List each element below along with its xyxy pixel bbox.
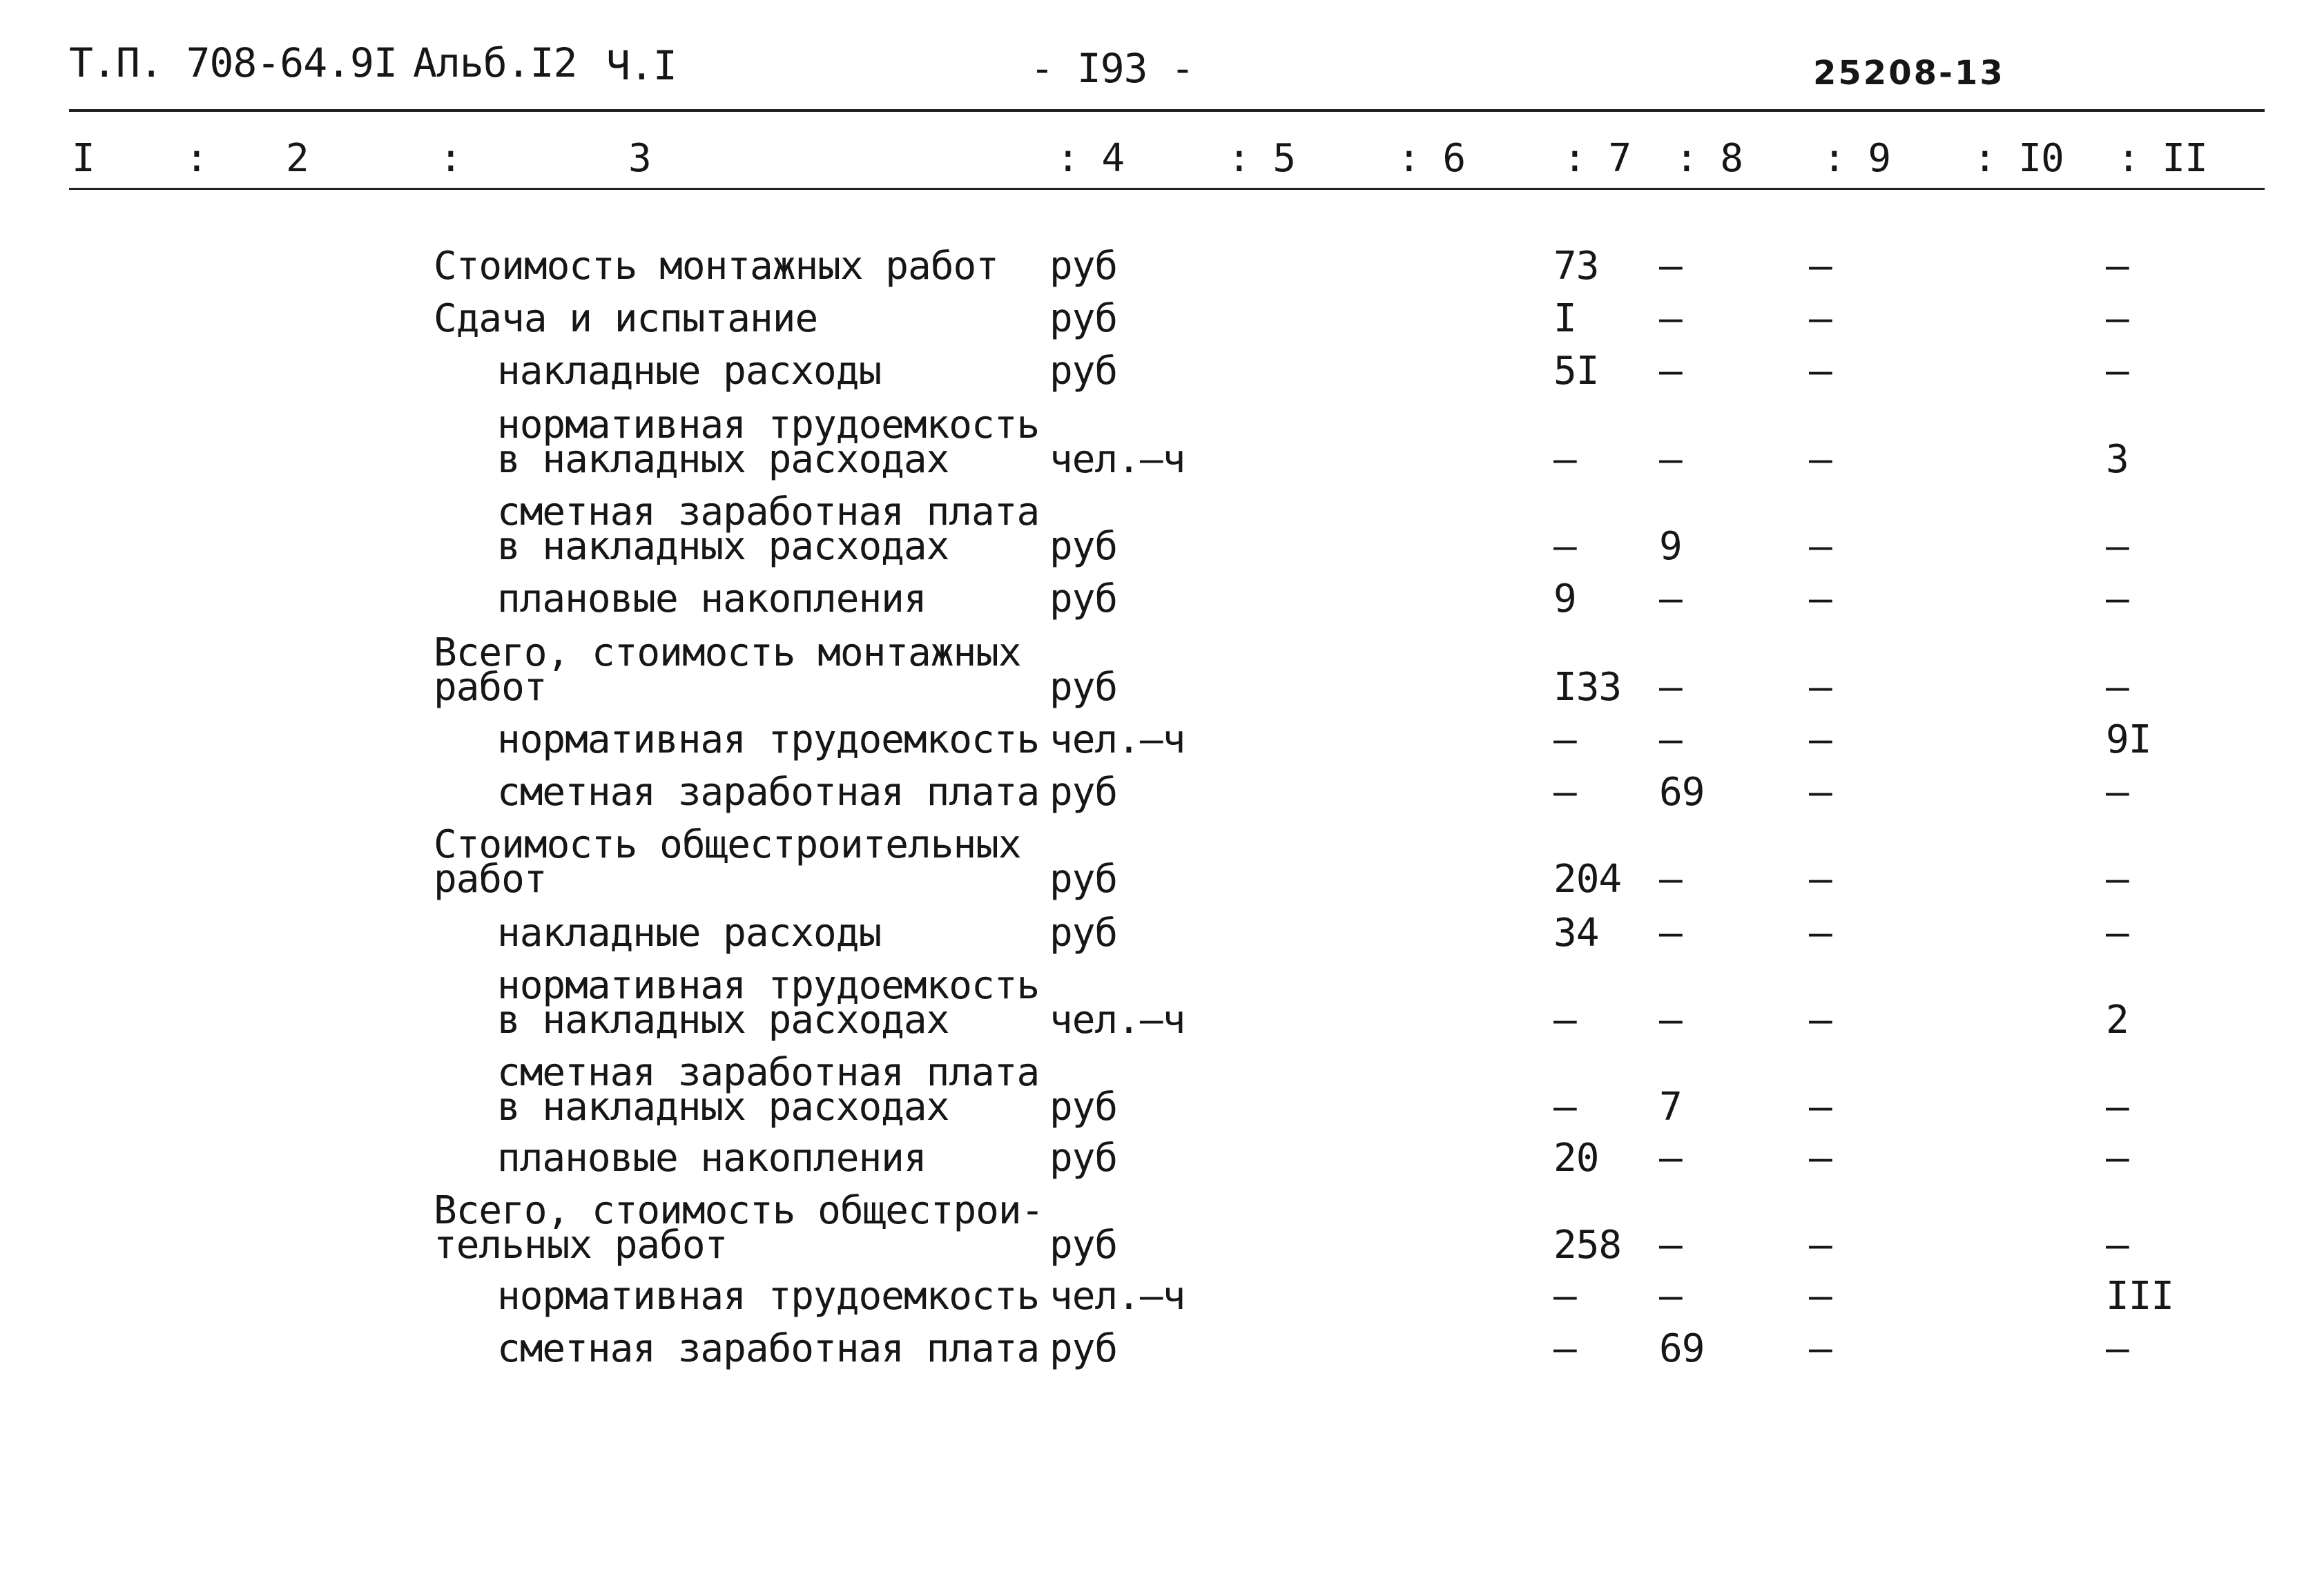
row-col9: – <box>1809 244 1832 289</box>
header-top-rule <box>69 109 2265 112</box>
row-description: Стоимость монтажных работ <box>434 244 998 289</box>
table-row <box>0 630 2324 724</box>
col-header-sep: : <box>439 136 462 181</box>
row-col8: – <box>1659 437 1682 482</box>
row-col11: – <box>2106 857 2129 902</box>
row-description: Стоимость общестроительных работ <box>434 822 1021 902</box>
row-description: Всего, стоимость общестрои- тельных работ <box>434 1188 1044 1268</box>
col-header-2: 2 <box>286 136 309 181</box>
doc-reference: Т.П. 708-64.9I <box>69 39 397 86</box>
handwritten-number: 25208-13 <box>1813 54 2005 93</box>
row-description: Сдача и испытание <box>434 296 818 341</box>
table-row <box>0 1188 2324 1281</box>
row-col9: – <box>1809 1136 1832 1181</box>
col-header-9: : 9 <box>1823 136 1891 181</box>
row-unit: чел.–ч <box>1049 998 1185 1043</box>
row-unit: руб <box>1049 1136 1118 1181</box>
row-unit: руб <box>1049 857 1118 902</box>
row-unit: чел.–ч <box>1049 437 1185 482</box>
row-unit: руб <box>1049 1085 1118 1130</box>
row-col7: 258 <box>1553 1223 1622 1268</box>
row-col11: – <box>2106 296 2129 341</box>
row-col9: – <box>1809 1223 1832 1268</box>
row-col8: 7 <box>1659 1085 1682 1130</box>
row-col9: – <box>1809 437 1832 482</box>
row-unit: руб <box>1049 296 1118 341</box>
table-row <box>0 1326 2324 1419</box>
row-col11: – <box>2106 1136 2129 1181</box>
row-col8: – <box>1659 1274 1682 1319</box>
row-col9: – <box>1809 349 1832 394</box>
row-description: сметная заработная плата в накладных расходах <box>497 489 1040 569</box>
col-header-8: : 8 <box>1675 136 1743 181</box>
row-col11: – <box>2106 911 2129 956</box>
row-col9: – <box>1809 857 1832 902</box>
col-header-3: 3 <box>628 136 651 181</box>
row-col7: 73 <box>1553 244 1599 289</box>
row-col8: – <box>1659 296 1682 341</box>
row-unit: руб <box>1049 1223 1118 1268</box>
row-description: Всего, стоимость монтажных работ <box>434 630 1021 710</box>
row-col7: – <box>1553 717 1576 762</box>
row-col11: – <box>2106 1085 2129 1130</box>
table-row <box>0 822 2324 915</box>
row-col11: – <box>2106 1223 2129 1268</box>
row-description: сметная заработная плата <box>497 1326 1040 1371</box>
row-col8: – <box>1659 349 1682 394</box>
col-header-11: : II <box>2117 136 2207 181</box>
row-col7: – <box>1553 998 1576 1043</box>
row-col11: 2 <box>2106 998 2129 1043</box>
row-col7: – <box>1553 1085 1576 1130</box>
row-description: нормативная трудоемкость <box>497 717 1040 762</box>
col-header-1: I <box>72 136 95 181</box>
col-header-sep: : <box>185 136 208 181</box>
row-col8: – <box>1659 244 1682 289</box>
row-col11: 3 <box>2106 437 2129 482</box>
row-col8: – <box>1659 576 1682 621</box>
row-col7: I33 <box>1553 665 1622 710</box>
col-header-7: : 7 <box>1563 136 1631 181</box>
row-description: плановые накопления <box>497 1136 927 1181</box>
row-unit: чел.–ч <box>1049 1274 1185 1319</box>
row-col11: – <box>2106 349 2129 394</box>
row-unit: руб <box>1049 576 1118 621</box>
row-description: накладные расходы <box>497 349 882 394</box>
row-col9: – <box>1809 524 1832 569</box>
row-unit: руб <box>1049 770 1118 815</box>
row-unit: руб <box>1049 524 1118 569</box>
row-unit: руб <box>1049 665 1118 710</box>
table-row <box>0 1050 2324 1143</box>
row-col8: 69 <box>1659 1326 1705 1371</box>
table-row <box>0 963 2324 1056</box>
row-col7: 204 <box>1553 857 1622 902</box>
col-header-6: : 6 <box>1397 136 1466 181</box>
row-col8: – <box>1659 911 1682 956</box>
row-col11: III <box>2106 1274 2174 1319</box>
row-description: сметная заработная плата в накладных расходах <box>497 1050 1040 1130</box>
row-description: сметная заработная плата <box>497 770 1040 815</box>
col-header-5: : 5 <box>1228 136 1296 181</box>
row-col9: – <box>1809 1326 1832 1371</box>
table-row <box>0 489 2324 583</box>
row-col7: – <box>1553 770 1576 815</box>
row-col8: – <box>1659 717 1682 762</box>
row-description: накладные расходы <box>497 911 882 956</box>
row-unit: руб <box>1049 244 1118 289</box>
part-number: Ч.I <box>606 42 677 89</box>
col-header-4: : 4 <box>1056 136 1125 181</box>
row-col9: – <box>1809 770 1832 815</box>
row-col7: I <box>1553 296 1576 341</box>
row-col8: – <box>1659 857 1682 902</box>
row-col8: – <box>1659 1223 1682 1268</box>
row-description: нормативная трудоемкость в накладных расходах <box>497 963 1040 1043</box>
row-col11: – <box>2106 524 2129 569</box>
row-col8: 69 <box>1659 770 1705 815</box>
row-col7: – <box>1553 524 1576 569</box>
header-bottom-rule <box>69 188 2265 190</box>
row-col9: – <box>1809 665 1832 710</box>
row-col8: – <box>1659 998 1682 1043</box>
row-col11: – <box>2106 576 2129 621</box>
page-number: - I93 - <box>1030 45 1194 92</box>
row-col11: 9I <box>2106 717 2151 762</box>
row-col9: – <box>1809 911 1832 956</box>
row-col9: – <box>1809 1274 1832 1319</box>
row-col9: – <box>1809 576 1832 621</box>
row-unit: руб <box>1049 1326 1118 1371</box>
row-col9: – <box>1809 1085 1832 1130</box>
row-description: плановые накопления <box>497 576 927 621</box>
row-col7: 20 <box>1553 1136 1599 1181</box>
row-col11: – <box>2106 770 2129 815</box>
row-description: нормативная трудоемкость <box>497 1274 1040 1319</box>
row-col7: – <box>1553 437 1576 482</box>
row-col7: 9 <box>1553 576 1576 621</box>
row-col7: – <box>1553 1326 1576 1371</box>
row-col11: – <box>2106 244 2129 289</box>
row-col11: – <box>2106 1326 2129 1371</box>
row-col11: – <box>2106 665 2129 710</box>
row-unit: руб <box>1049 349 1118 394</box>
row-col9: – <box>1809 296 1832 341</box>
row-col7: – <box>1553 1274 1576 1319</box>
row-col7: 34 <box>1553 911 1599 956</box>
row-col9: – <box>1809 998 1832 1043</box>
row-unit: чел.–ч <box>1049 717 1185 762</box>
album-number: Альб.I2 <box>413 39 577 86</box>
row-col8: – <box>1659 665 1682 710</box>
table-row <box>0 403 2324 496</box>
row-col8: – <box>1659 1136 1682 1181</box>
row-col8: 9 <box>1659 524 1682 569</box>
row-unit: руб <box>1049 911 1118 956</box>
row-col7: 5I <box>1553 349 1599 394</box>
col-header-10: : I0 <box>1973 136 2064 181</box>
row-col9: – <box>1809 717 1832 762</box>
row-description: нормативная трудоемкость в накладных расходах <box>497 403 1040 482</box>
